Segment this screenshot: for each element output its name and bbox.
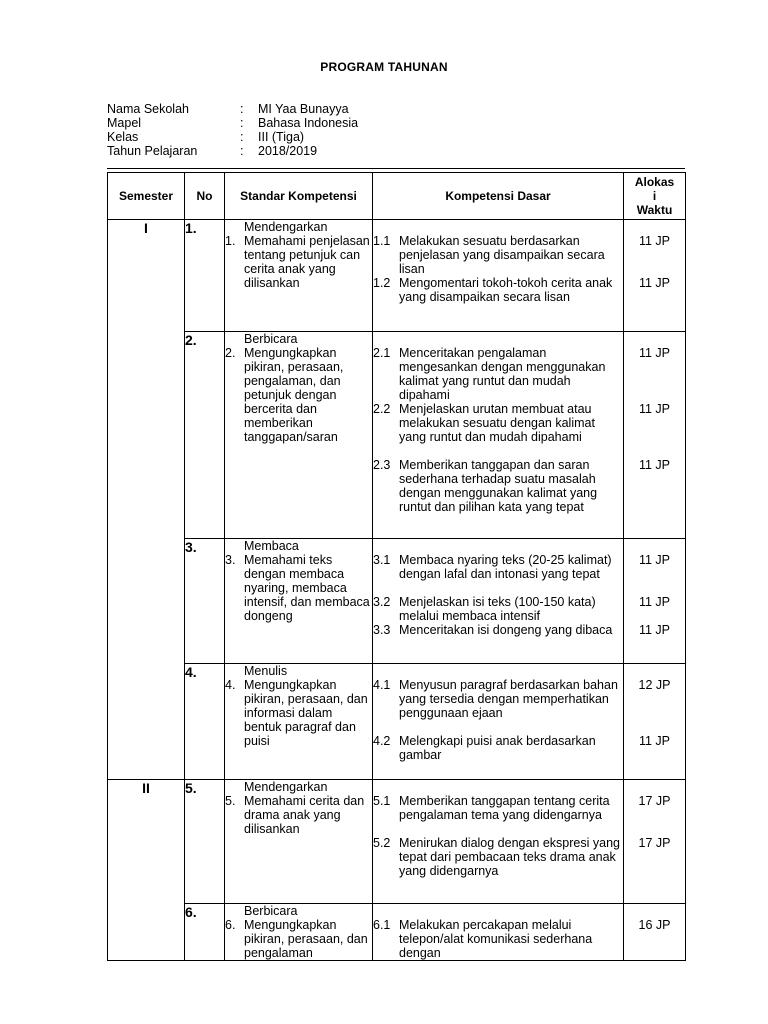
meta-colon: : — [240, 130, 244, 144]
sk-item — [225, 553, 372, 623]
meta-value: III (Tiga) — [258, 130, 305, 144]
kd-number: 3.1 — [373, 553, 391, 567]
meta-key: Nama Sekolah — [107, 102, 189, 116]
sk-item — [225, 346, 372, 444]
sk-number: 2. — [225, 346, 236, 360]
sk-number: 5. — [225, 794, 236, 808]
kd-number: 1.2 — [373, 276, 391, 290]
row-number: 6. — [185, 904, 225, 961]
meta-colon: : — [240, 144, 244, 158]
kd-number: 6.1 — [373, 918, 391, 932]
header-semester: Semester — [108, 173, 185, 220]
meta-value: MI Yaa Bunayya — [258, 102, 349, 116]
sk-number: 4. — [225, 678, 236, 692]
sk-text: Mengungkapkan pikiran, perasaan, pengalaman, dan petunjuk dengan bercerita dan memberikan tanggapan/saran — [244, 346, 344, 444]
alokasi-cell — [624, 539, 686, 664]
kd-item — [373, 678, 623, 734]
sk-text: Memahami cerita dan drama anak yang dilisankan — [244, 794, 365, 836]
sk-number: 6. — [225, 918, 236, 932]
alokasi-value: 17 JP — [638, 836, 671, 850]
row-number: 1. — [185, 220, 225, 332]
header-no: No — [185, 173, 225, 220]
alokasi-value: 11 JP — [638, 402, 671, 416]
kd-item — [373, 553, 623, 595]
sk-text: Memahami teks dengan membaca nyaring, membaca intensif, dan membaca dongeng — [244, 553, 370, 623]
meta-row-school — [107, 102, 358, 116]
alokasi-cell — [624, 664, 686, 780]
meta-key: Kelas — [107, 130, 139, 144]
kd-number: 3.3 — [373, 623, 391, 637]
kd-number: 2.3 — [373, 458, 391, 472]
standar-kompetensi-cell — [225, 220, 373, 332]
sk-category: Menulis — [244, 664, 288, 678]
kd-text: Melengkapi puisi anak berdasarkan gambar — [399, 734, 596, 762]
table-row — [108, 332, 686, 539]
kd-item — [373, 276, 623, 304]
header-standar-kompetensi: Standar Kompetensi — [225, 173, 373, 220]
kd-number: 5.1 — [373, 794, 391, 808]
header-divider — [107, 168, 685, 169]
alokasi-cell — [624, 332, 686, 539]
kd-item — [373, 836, 623, 878]
table-row — [108, 904, 686, 961]
kd-text: Melakukan sesuatu berdasarkan penjelasan yang disampaikan secara lisan — [399, 234, 605, 276]
alokasi-value: 11 JP — [638, 346, 671, 360]
kd-number: 5.2 — [373, 836, 391, 850]
sk-text: Memahami penjelasan tentang petunjuk can cerita anak yang dilisankan — [244, 234, 370, 290]
standar-kompetensi-cell — [225, 332, 373, 539]
alokasi-value: 16 JP — [638, 918, 671, 932]
table-row — [108, 780, 686, 904]
sk-item — [225, 678, 372, 748]
meta-value: 2018/2019 — [258, 144, 318, 158]
kompetensi-dasar-cell — [373, 904, 624, 961]
row-number: 4. — [185, 664, 225, 780]
alokasi-cell — [624, 780, 686, 904]
sk-category: Berbicara — [244, 904, 298, 918]
kd-text: Menirukan dialog dengan ekspresi yang tepat dari pembacaan teks drama anak yang didengarnya — [399, 836, 620, 878]
kd-text: Membaca nyaring teks (20-25 kalimat) dengan lafal dan intonasi yang tepat — [399, 553, 612, 581]
sk-number: 3. — [225, 553, 236, 567]
alokasi-value: 11 JP — [638, 458, 671, 472]
alokasi-cell — [624, 220, 686, 332]
kd-item — [373, 346, 623, 402]
kompetensi-dasar-cell — [373, 220, 624, 332]
meta-colon: : — [240, 116, 244, 130]
table-header-row — [108, 173, 686, 220]
table-row — [108, 220, 686, 332]
alokasi-cell — [624, 904, 686, 961]
standar-kompetensi-cell — [225, 780, 373, 904]
kd-text: Menyusun paragraf berdasarkan bahan yang tersedia dengan memperhatikan penggunaan ejaan — [399, 678, 618, 720]
row-number: 5. — [185, 780, 225, 904]
row-number: 3. — [185, 539, 225, 664]
kd-number: 4.1 — [373, 678, 391, 692]
page-title: PROGRAM TAHUNAN — [320, 60, 448, 74]
kd-text: Melakukan percakapan melalui telepon/alat komunikasi sederhana dengan — [399, 918, 593, 960]
kompetensi-dasar-cell — [373, 664, 624, 780]
meta-key: Tahun Pelajaran — [107, 144, 198, 158]
kd-number: 2.2 — [373, 402, 391, 416]
sk-category: Mendengarkan — [244, 780, 328, 794]
standar-kompetensi-cell — [225, 664, 373, 780]
standar-kompetensi-cell — [225, 539, 373, 664]
kd-number: 4.2 — [373, 734, 391, 748]
sk-number: 1. — [225, 234, 236, 248]
sk-text: Mengungkapkan pikiran, perasaan, dan pengalaman — [244, 918, 368, 960]
alokasi-value: 11 JP — [638, 734, 671, 748]
meta-key: Mapel — [107, 116, 142, 130]
sk-category: Membaca — [244, 539, 299, 553]
standar-kompetensi-cell — [225, 904, 373, 961]
alokasi-value: 11 JP — [638, 623, 671, 637]
kd-text: Mengomentari tokoh-tokoh cerita anak yang disampaikan secara lisan — [399, 276, 613, 304]
meta-row-class — [107, 130, 358, 144]
kd-number: 2.1 — [373, 346, 391, 360]
sk-text: Mengungkapkan pikiran, perasaan, dan informasi dalam bentuk paragraf dan puisi — [244, 678, 368, 748]
meta-row-year — [107, 144, 358, 158]
sk-category: Berbicara — [244, 332, 298, 346]
kd-item — [373, 794, 623, 836]
kd-text: Menjelaskan isi teks (100-150 kata) melalui membaca intensif — [399, 595, 596, 623]
table-row — [108, 664, 686, 780]
alokasi-value: 11 JP — [638, 234, 671, 248]
kd-item — [373, 234, 623, 276]
sk-category: Mendengarkan — [244, 220, 328, 234]
alokasi-value: 17 JP — [638, 794, 671, 808]
meta-value: Bahasa Indonesia — [258, 116, 359, 130]
kd-text: Menceritakan pengalaman mengesankan dengan menggunakan kalimat yang runtut dan mudah dipahami — [399, 346, 606, 402]
kompetensi-dasar-cell — [373, 780, 624, 904]
kd-item — [373, 734, 623, 762]
meta-row-subject — [107, 116, 358, 130]
meta-colon: : — [240, 102, 244, 116]
row-number: 2. — [185, 332, 225, 539]
kd-item — [373, 458, 623, 514]
kd-item — [373, 595, 623, 623]
kompetensi-dasar-cell — [373, 539, 624, 664]
alokasi-value: 11 JP — [638, 595, 671, 609]
kompetensi-dasar-cell — [373, 332, 624, 539]
alokasi-value: 12 JP — [638, 678, 671, 692]
kd-item — [373, 402, 623, 458]
alokasi-value: 11 JP — [638, 276, 671, 290]
kd-number: 3.2 — [373, 595, 391, 609]
kd-text: Menjelaskan urutan membuat atau melakukan sesuatu dengan kalimat yang runtut dan mudah dipahami — [399, 402, 595, 444]
sk-item — [225, 234, 372, 290]
semester-cell: I — [108, 220, 185, 780]
kd-number: 1.1 — [373, 234, 391, 248]
annual-program-table — [107, 172, 686, 961]
kd-item — [373, 918, 623, 960]
alokasi-value: 11 JP — [638, 553, 671, 567]
kd-item — [373, 623, 623, 637]
kd-text: Memberikan tanggapan tentang cerita pengalaman tema yang didengarnya — [399, 794, 610, 822]
header-alokasi-waktu: Alokas i Waktu — [624, 173, 686, 220]
document-meta — [107, 102, 358, 158]
header-kompetensi-dasar: Kompetensi Dasar — [373, 173, 624, 220]
sk-item — [225, 918, 372, 960]
semester-cell: II — [108, 780, 185, 961]
table-row — [108, 539, 686, 664]
kd-text: Menceritakan isi dongeng yang dibaca — [399, 623, 613, 637]
kd-text: Memberikan tanggapan dan saran sederhana terhadap suatu masalah dengan menggunakan kalimat yang runtut dan pilihan kata yang tepat — [399, 458, 598, 514]
sk-item — [225, 794, 372, 836]
